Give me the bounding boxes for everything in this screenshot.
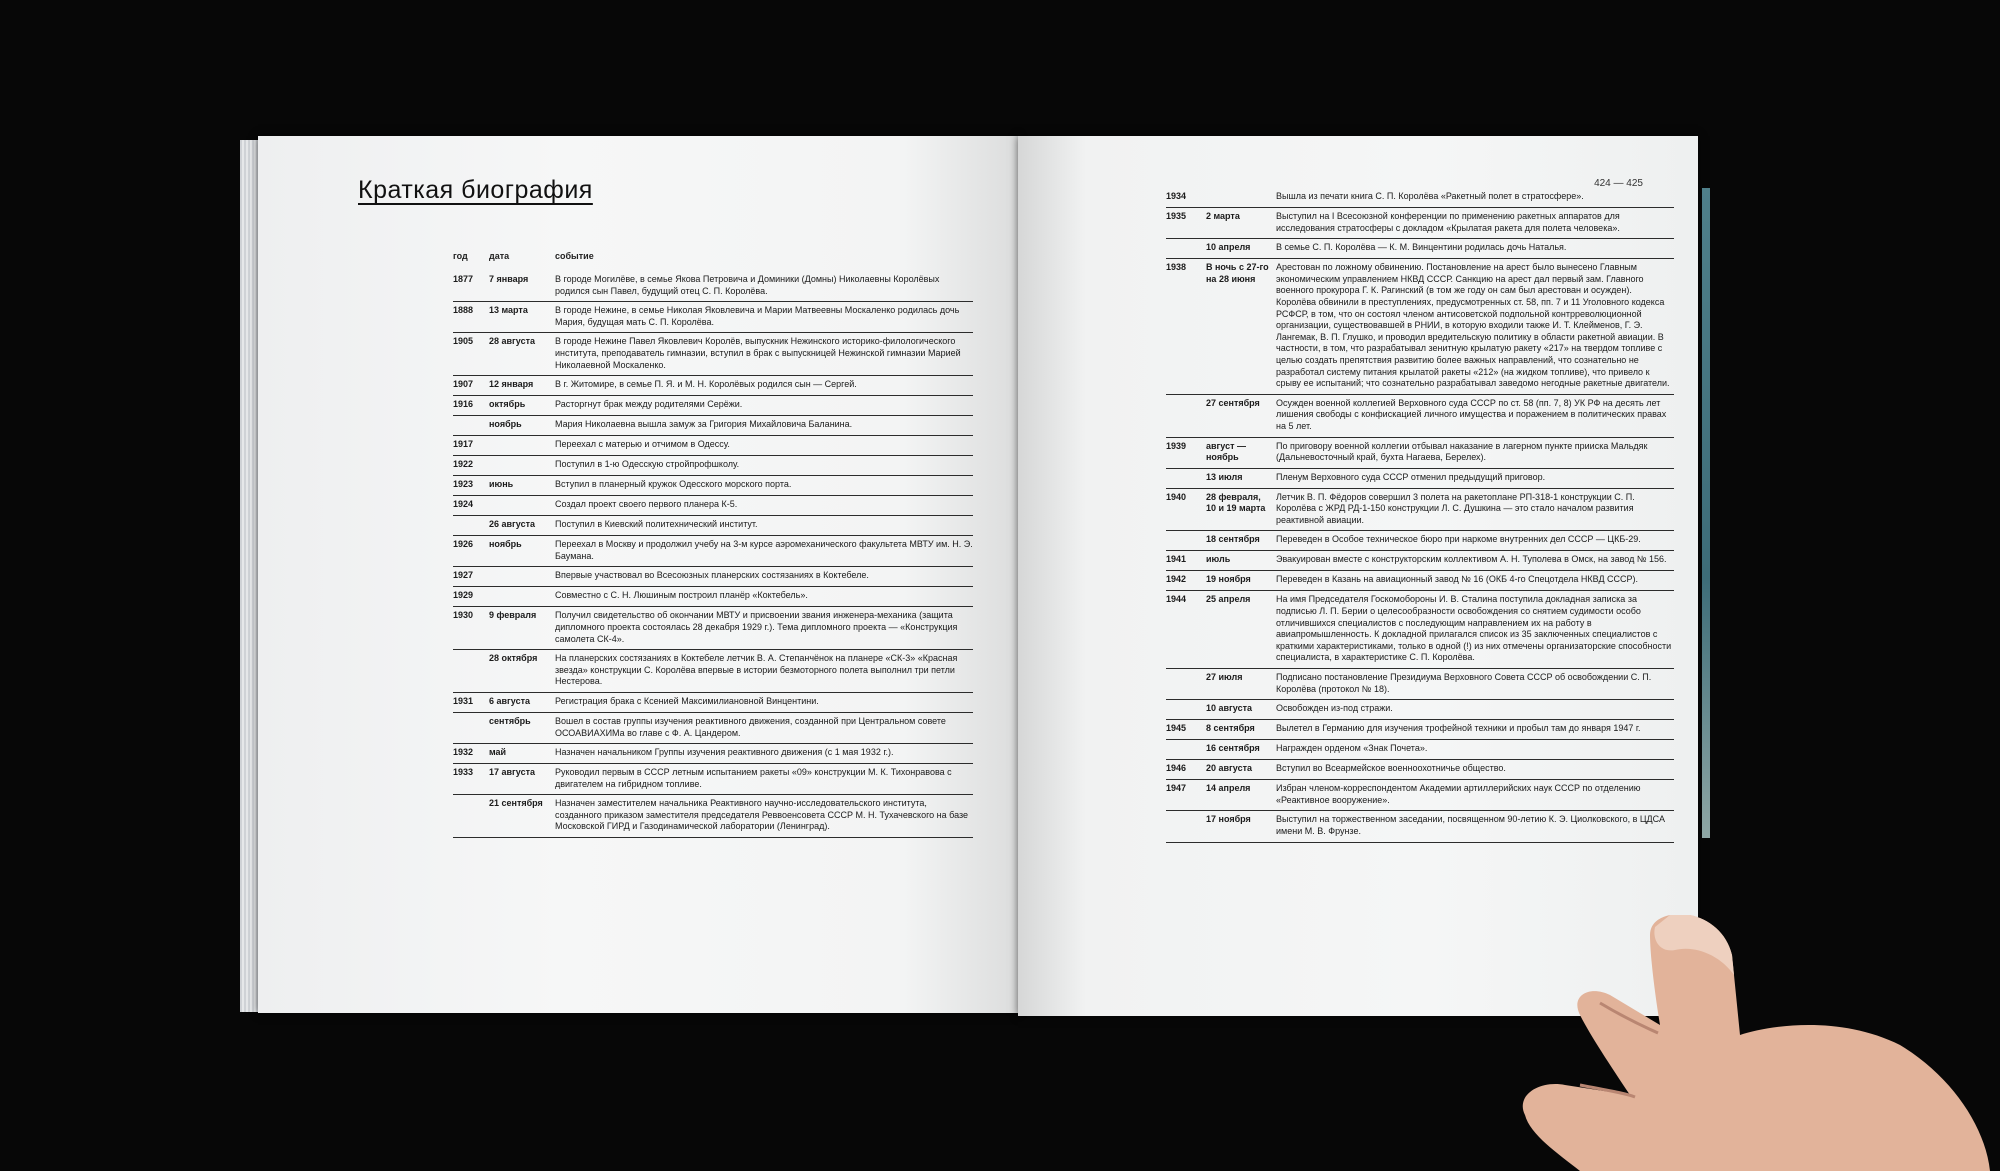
timeline-row [453,744,973,764]
row-event: В семье С. П. Королёва — К. М. Винцентини родилась дочь Наталья. [1276,242,1567,253]
row-event: Награжден орденом «Знак Почета». [1276,743,1428,754]
timeline-row [1166,571,1674,591]
timeline-row [453,456,973,476]
row-event: Поступил в Киевский политехнический институт. [555,519,758,530]
timeline-row [1166,469,1674,489]
row-year: 1929 [453,590,474,601]
row-event: Переведен в Особое техническое бюро при наркоме внутренних дел СССР — ЦКБ-29. [1276,534,1641,545]
header-date: дата [489,251,510,261]
row-date: 28 октября [489,653,538,664]
row-event: Переехал с матерью и отчимом в Одессу. [555,439,730,450]
timeline-row [1166,720,1674,740]
row-date: 10 августа [1206,703,1252,714]
column-headers [453,251,973,265]
timeline-row [1166,740,1674,760]
timeline-row [453,650,973,693]
row-year: 1933 [453,767,474,778]
row-date: 28 февраля, 10 и 19 марта [1206,491,1266,514]
row-event: Арестован по ложному обвинению. Постановление на арест было вынесено Главным экономическим управлением НКВД СССР. Санкцию на арест дал первый зам. Главного военного прокурора Г. К. Рагинский (в том же году он сам был арестован и осужден). Королёва обвинили в преступлениях, предусмотренных ст. 58, пп. 7 и 11 Уголовного кодекса РСФСР, в том, что он состоял членом антисоветской подпольной контрреволюционной организации, существовавшей в РНИИ, в которую входили также И. Т. Клейменов, Г. Э. Лангемак, В. П. Глушко, и проводил вредительскую политику в области ракетной авиации. В частности, в том, что разрабатывал зенитную крылатую ракету «217» на твердом топливе с целью создать препятствия развитию более важных направлений, что сознательно не разработал систему питания крылатой ракеты «212» (на жидком топливе), что привело к срыву ее испытаний; что сознательно разрабатывал заведомо негодные ракетные двигатели. [1276,262,1670,389]
hand-image [1520,915,1990,1171]
timeline-table-right [1166,188,1674,843]
row-date: ноябрь [489,419,522,430]
row-date: август — ноябрь [1206,440,1246,463]
row-date: 25 апреля [1206,594,1251,605]
timeline-row [453,567,973,587]
timeline-row [453,436,973,456]
row-date: 28 августа [489,336,535,347]
row-date: 27 июля [1206,672,1243,683]
timeline-row [1166,208,1674,239]
row-event: Переехал в Москву и продолжил учебу на 3-м курсе аэромеханического факультета МВТУ им. Н. Э. Баумана. [555,539,973,561]
row-year: 1934 [1166,191,1187,201]
row-date: 12 января [489,379,534,390]
row-date: ноябрь [489,539,522,550]
row-year: 1922 [453,459,474,470]
row-event: В городе Могилёве, в семье Якова Петровича и Доминики (Домны) Николаевны Королёвых родился сын Павел, будущий отец С. П. Королёва. [555,274,940,296]
row-year: 1947 [1166,783,1187,794]
timeline-row [1166,700,1674,720]
row-year: 1932 [453,747,474,758]
timeline-row [1166,760,1674,780]
right-page [1018,136,1698,1016]
timeline-row [453,536,973,567]
row-event: Совместно с С. Н. Люшиным построил планёр «Коктебель». [555,590,808,601]
row-year: 1930 [453,610,474,621]
row-date: 14 апреля [1206,783,1251,794]
row-event: Эвакуирован вместе с конструкторским коллективом А. Н. Туполева в Омск, на завод № 156. [1276,554,1667,565]
timeline-row [453,496,973,516]
row-date: 17 августа [489,767,535,778]
row-event: Подписано постановление Президиума Верховного Совета СССР об освобождении С. П. Королёва (протокол № 18). [1276,672,1652,694]
timeline-row [453,516,973,536]
row-date: В ночь с 27-го на 28 июня [1206,262,1269,284]
timeline-row [1166,669,1674,700]
row-date: 13 марта [489,305,528,316]
row-event: По приговору военной коллегии отбывал наказание в лагерном пункте прииска Мальдяк (Дальневосточный край, бухта Нагаева, Берелех). [1276,440,1648,463]
row-date: 21 сентября [489,798,543,809]
timeline-row [453,476,973,496]
timeline-row [1166,780,1674,811]
timeline-row [453,795,973,838]
timeline-row [453,416,973,436]
row-date: 10 апреля [1206,242,1251,253]
left-page [258,136,1018,1013]
row-event: На планерских состязаниях в Коктебеле летчик В. А. Степанчёнок на планере «СК-3» «Красная звезда» конструкции С. Королёва впервые в истории безмоторного полета выполнил три петли Нестерова. [555,653,958,687]
row-date: 6 августа [489,695,530,706]
page-title: Краткая биография [358,176,593,204]
row-date: 16 сентября [1206,743,1260,754]
row-year: 1926 [453,539,474,550]
row-date: 17 ноября [1206,814,1251,825]
timeline-row [453,587,973,607]
row-event: Выступил на I Всесоюзной конференции по применению ракетных аппаратов для исследования стратосферы с докладом «Крылатая ракета для полета человека». [1276,211,1620,233]
row-event: Создал проект своего первого планера К-5. [555,499,738,510]
row-date: 7 января [489,274,529,284]
timeline-row [453,333,973,376]
row-date: 2 марта [1206,211,1240,221]
row-event: Получил свидетельство об окончании МВТУ и присвоении звания инженера-механика (защита дипломного проекта состоялась 28 декабря 1929 г.). Тема дипломного проекта — «Конструкция самолета СК-4». [555,610,958,644]
row-year: 1942 [1166,574,1187,585]
row-event: Переведен в Казань на авиационный завод № 16 (ОКБ 4-го Спецотдела НКВД СССР). [1276,574,1639,585]
row-event: В городе Нежине Павел Яковлевич Королёв, выпускник Нежинского историко-филологического института, преподаватель гимназии, вступил в брак с выпускницей Нежинской гимназии Марией Николаевной Москаленко. [555,336,961,370]
header-year: год [453,251,468,261]
row-event: Вылетел в Германию для изучения трофейной техники и пробыл там до января 1947 г. [1276,723,1641,734]
row-date: май [489,747,507,758]
row-year: 1905 [453,336,474,347]
row-event: Расторгнут брак между родителями Серёжи. [555,399,743,410]
row-event: В г. Житомире, в семье П. Я. и М. Н. Королёвых родился сын — Сергей. [555,379,857,390]
row-year: 1927 [453,570,474,581]
row-date: сентябрь [489,715,531,726]
row-date: октябрь [489,399,526,410]
timeline-row [1166,259,1674,395]
row-event: Назначен начальником Группы изучения реактивного движения (с 1 мая 1932 г.). [555,747,894,758]
timeline-row [1166,489,1674,532]
row-event: Руководил первым в СССР летным испытанием ракеты «09» конструкции М. К. Тихонравова с двигателем на гибридном топливе. [555,767,952,789]
timeline-row [1166,188,1674,208]
row-date: 8 сентября [1206,723,1255,734]
row-event: На имя Председателя Госкомобороны И. В. Сталина поступила докладная записка за подписью Л. П. Берии о целесообразности освобождения со снятием судимости особо отличившихся специалистов с последующим направлением их на работу в авиапромышленность. К докладной прилагался список из 35 заключенных специалистов с краткими характеристиками, только в одной (!) из них отмечены организаторские способности специалиста, в характеристике С. П. Королёва. [1276,594,1672,663]
header-event: событие [555,251,594,261]
row-year: 1931 [453,695,474,706]
row-event: Впервые участвовал во Всесоюзных планерских состязаниях в Коктебеле. [555,570,869,581]
timeline-row [453,396,973,416]
timeline-row [1166,531,1674,551]
row-date: 20 августа [1206,763,1252,774]
row-year: 1935 [1166,211,1187,221]
timeline-row [1166,551,1674,571]
row-year: 1940 [1166,491,1187,502]
timeline-row [1166,811,1674,842]
row-date: июнь [489,479,514,490]
timeline-row [1166,591,1674,669]
cover-edge [1702,188,1710,838]
row-event: Мария Николаевна вышла замуж за Григория Михайловича Баланина. [555,419,853,430]
row-year: 1907 [453,379,474,390]
row-date: 26 августа [489,519,535,530]
timeline-table-left [453,271,973,838]
timeline-row [1166,438,1674,469]
row-event: Летчик В. П. Фёдоров совершил 3 полета на ракетоплане РП-318-1 конструкции С. П. Королёва с ЖРД РД-1-150 конструкции Л. С. Душкина — это стало началом развития реактивной авиации. [1276,491,1635,525]
timeline-row [453,302,973,333]
row-event: Вступил в планерный кружок Одесского морского порта. [555,479,792,490]
row-year: 1877 [453,274,474,284]
row-year: 1945 [1166,723,1187,734]
row-date: 18 сентября [1206,534,1260,545]
row-event: Регистрация брака с Ксенией Максимилиановной Винцентини. [555,695,819,706]
page-edges [240,140,260,1012]
row-year: 1946 [1166,763,1187,774]
row-date: июль [1206,554,1231,565]
open-book [240,128,1710,1018]
row-event: Избран членом-корреспондентом Академии артиллерийских наук СССР по отделению «Реактивное вооружение». [1276,783,1641,805]
timeline-row [453,713,973,744]
timeline-row [453,271,973,302]
timeline-row [1166,395,1674,438]
row-year: 1888 [453,305,474,316]
row-event: Выступил на торжественном заседании, посвященном 90-летию К. Э. Циолковского, в ЦДСА имени М. В. Фрунзе. [1276,814,1665,836]
timeline-row [1166,239,1674,259]
row-date: 9 февраля [489,610,537,621]
row-year: 1917 [453,439,474,450]
row-year: 1941 [1166,554,1187,565]
row-year: 1924 [453,499,474,510]
row-event: Вступил во Всеармейское военноохотничье общество. [1276,763,1506,774]
row-event: Поступил в 1-ю Одесскую стройпрофшколу. [555,459,740,470]
timeline-row [453,607,973,650]
timeline-row [453,693,973,713]
row-year: 1923 [453,479,474,490]
row-event: Освобожден из-под стражи. [1276,703,1393,714]
row-date: 13 июля [1206,471,1243,482]
row-year: 1938 [1166,262,1187,273]
timeline-row [453,764,973,795]
page-number: 424 — 425 [1594,178,1643,189]
row-event: Назначен заместителем начальника Реактивного научно-исследовательского института, созданного приказом заместителя председателя Реввоенсовета СССР М. Н. Тухачевского на базе Московской ГИРД и Газодинамической лаборатории (Ленинград). [555,798,969,832]
row-event: Вошел в состав группы изучения реактивного движения, созданной при Центральном совете ОСОАВИАХИМа во главе с Ф. А. Цандером. [555,715,946,738]
row-date: 27 сентября [1206,397,1260,408]
row-date: 19 ноября [1206,574,1251,585]
row-year: 1939 [1166,440,1187,451]
row-event: В городе Нежине, в семье Николая Яковлевича и Марии Матвеевны Москаленко родилась дочь Мария, будущая мать С. П. Королёва. [555,305,960,327]
row-year: 1944 [1166,594,1187,605]
timeline-row [453,376,973,396]
row-year: 1916 [453,399,474,410]
row-event: Пленум Верховного суда СССР отменил предыдущий приговор. [1276,471,1546,482]
row-event: Осужден военной коллегией Верховного суда СССР по ст. 58 (пп. 7, 8) УК РФ на десять лет лишения свободы с конфискацией личного имущества и поражением в политических правах на 5 лет. [1276,397,1667,431]
row-event: Вышла из печати книга С. П. Королёва «Ракетный полет в стратосфере». [1276,191,1584,201]
